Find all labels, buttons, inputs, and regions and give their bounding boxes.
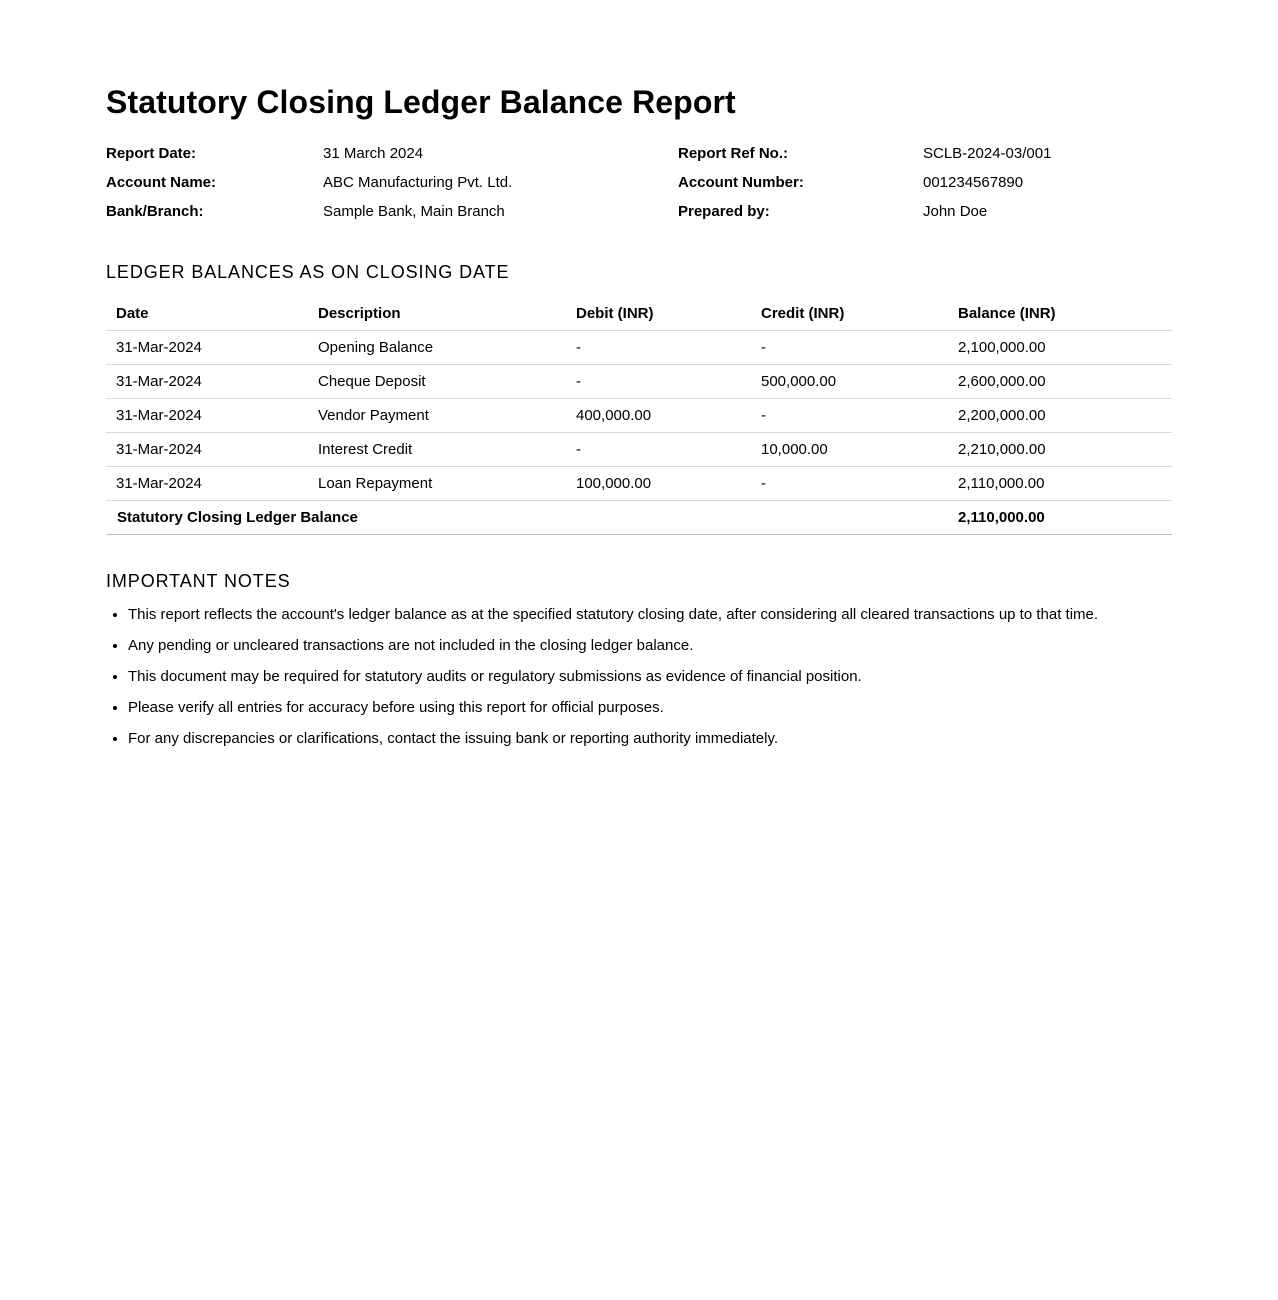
table-row xyxy=(106,331,1172,365)
list-item: • Please verify all entries for accuracy before using this report for official purposes. xyxy=(128,697,1168,719)
account-name-label: Account Name: xyxy=(106,174,217,191)
bank-branch-label: Bank/Branch: xyxy=(106,203,204,220)
column-header-credit: Credit (INR) xyxy=(751,297,948,331)
meta-row xyxy=(106,172,1172,201)
report-date-label: Report Date: xyxy=(106,145,197,162)
prepared-by-value: John Doe xyxy=(923,203,988,220)
list-item: • Any pending or uncleared transactions are not included in the closing ledger balance. xyxy=(128,635,1168,657)
cell-credit: - xyxy=(751,331,948,365)
table-row xyxy=(106,365,1172,399)
cell-debit: - xyxy=(566,365,751,399)
list-item: • This document may be required for statutory audits or regulatory submissions as evidence of financial position. xyxy=(128,666,1168,688)
cell-date: 31-Mar-2024 xyxy=(106,331,308,365)
cell-description: Loan Repayment xyxy=(308,467,566,501)
cell-debit: - xyxy=(566,331,751,365)
bank-branch-value: Sample Bank, Main Branch xyxy=(323,203,505,220)
table-row xyxy=(106,467,1172,501)
cell-balance: 2,110,000.00 xyxy=(948,467,1172,501)
cell-description: Vendor Payment xyxy=(308,399,566,433)
cell-debit: 100,000.00 xyxy=(566,467,751,501)
cell-debit: - xyxy=(566,433,751,467)
cell-date: 31-Mar-2024 xyxy=(106,433,308,467)
account-name-value: ABC Manufacturing Pvt. Ltd. xyxy=(323,174,513,191)
ledger-table xyxy=(106,297,1172,535)
cell-debit: 400,000.00 xyxy=(566,399,751,433)
ledger-section-heading: LEDGER BALANCES AS ON CLOSING DATE xyxy=(106,262,510,282)
total-row xyxy=(106,501,1172,535)
total-label: Statutory Closing Ledger Balance xyxy=(106,501,948,535)
table-row xyxy=(106,399,1172,433)
report-ref-label: Report Ref No.: xyxy=(678,145,788,162)
cell-balance: 2,100,000.00 xyxy=(948,331,1172,365)
cell-balance: 2,210,000.00 xyxy=(948,433,1172,467)
meta-row xyxy=(106,143,1172,172)
list-item: • For any discrepancies or clarifications, contact the issuing bank or reporting authority immediately. xyxy=(128,728,1168,750)
prepared-by-label: Prepared by: xyxy=(678,203,770,220)
cell-credit: - xyxy=(751,399,948,433)
cell-balance: 2,600,000.00 xyxy=(948,365,1172,399)
list-item: • This report reflects the account's ledger balance as at the specified statutory closing date, after considering all cleared transactions up to that time. xyxy=(128,604,1168,626)
account-number-value: 001234567890 xyxy=(923,174,1024,191)
cell-credit: - xyxy=(751,467,948,501)
report-title: Statutory Closing Ledger Balance Report xyxy=(106,84,736,120)
total-value: 2,110,000.00 xyxy=(948,501,1172,535)
cell-credit: 10,000.00 xyxy=(751,433,948,467)
cell-description: Interest Credit xyxy=(308,433,566,467)
cell-description: Cheque Deposit xyxy=(308,365,566,399)
column-header-date: Date xyxy=(106,297,308,331)
notes-section-heading: IMPORTANT NOTES xyxy=(106,571,291,591)
notes-list xyxy=(106,604,1168,759)
cell-credit: 500,000.00 xyxy=(751,365,948,399)
column-header-balance: Balance (INR) xyxy=(948,297,1172,331)
report-ref-value: SCLB-2024-03/001 xyxy=(923,145,1052,162)
cell-date: 31-Mar-2024 xyxy=(106,467,308,501)
column-header-debit: Debit (INR) xyxy=(566,297,751,331)
meta-row xyxy=(106,201,1172,230)
cell-date: 31-Mar-2024 xyxy=(106,365,308,399)
column-header-description: Description xyxy=(308,297,566,331)
cell-balance: 2,200,000.00 xyxy=(948,399,1172,433)
account-number-label: Account Number: xyxy=(678,174,804,191)
table-row xyxy=(106,433,1172,467)
cell-date: 31-Mar-2024 xyxy=(106,399,308,433)
report-meta xyxy=(106,143,1172,230)
report-date-value: 31 March 2024 xyxy=(323,145,424,162)
cell-description: Opening Balance xyxy=(308,331,566,365)
table-header-row xyxy=(106,297,1172,331)
